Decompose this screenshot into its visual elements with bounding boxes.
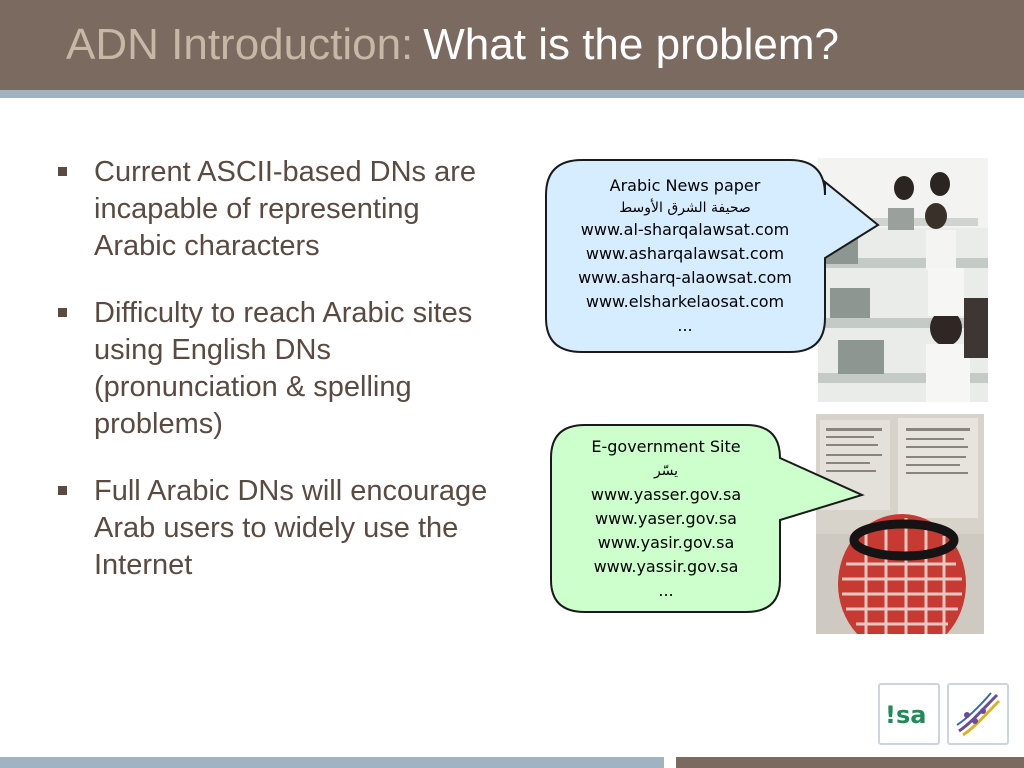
bullet-text: Full Arabic DNs will encourage Arab users to widely use the Internet	[94, 475, 488, 581]
news-bubble-line: www.asharq-alaowsat.com	[578, 268, 792, 287]
egov-bubble-line: www.yasir.gov.sa	[597, 533, 735, 552]
egov-bubble-text	[556, 435, 776, 603]
news-bubble-line: www.elsharkelaosat.com	[585, 292, 785, 311]
bullet-text: Current ASCII-based DNs are incapable of representing Arabic characters	[94, 156, 476, 262]
isa-logo	[878, 683, 940, 745]
news-bubble-line: www.asharqalawsat.com	[585, 244, 785, 263]
news-bubble-line: صحيفة الشرق الأوسط	[619, 200, 751, 216]
egov-bubble-line: ...	[658, 581, 674, 600]
news-bubble-line: www.al-sharqalawsat.com	[580, 220, 790, 239]
news-bubble-text	[552, 174, 818, 338]
egov-bubble-line: www.yassir.gov.sa	[593, 557, 739, 576]
egov-bubble-line: يسّر	[653, 463, 679, 479]
footer-bar-left	[0, 757, 664, 768]
title-prefix: ADN Introduction:	[66, 20, 414, 69]
news-bubble-line: ...	[677, 316, 693, 335]
egov-bubble-line: www.yaser.gov.sa	[595, 509, 737, 528]
egov-bubble-line: E-government Site	[591, 437, 741, 456]
svg-text:!sa: !sa	[885, 701, 927, 729]
org-emblem-logo	[947, 683, 1009, 745]
footer-bar-right	[676, 757, 1024, 768]
egov-bubble-line: www.yasser.gov.sa	[590, 485, 742, 504]
bullet-text: Difficulty to reach Arabic sites using English DNs (pronunciation & spelling problems)	[94, 297, 473, 440]
title-main: What is the problem?	[423, 20, 840, 69]
news-bubble-line: Arabic News paper	[609, 176, 761, 195]
